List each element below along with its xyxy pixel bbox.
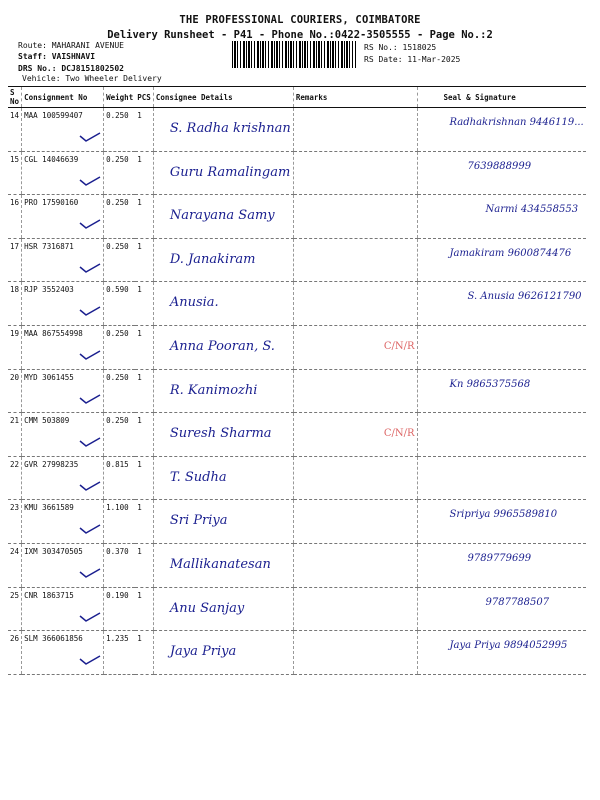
col-pcs: PCS <box>135 87 153 108</box>
row-consignee: T. Sudha <box>169 469 227 485</box>
table-row <box>8 195 586 239</box>
row-consignee: Mallikanatesan <box>169 556 271 572</box>
checkmark-icon <box>79 655 101 665</box>
row-signature-cell <box>417 500 586 544</box>
row-weight: 1.100 <box>104 500 136 544</box>
row-signature-cell <box>417 238 586 282</box>
checkmark-icon <box>79 219 101 229</box>
row-weight: 0.250 <box>104 413 136 457</box>
row-weight: 0.250 <box>104 325 136 369</box>
row-consignment: HSR 7316871 <box>24 241 74 251</box>
row-remarks-cell <box>293 631 417 675</box>
row-weight: 1.235 <box>104 631 136 675</box>
row-consignee: Anusia. <box>169 295 219 311</box>
row-consignee-cell <box>153 238 293 282</box>
row-pcs: 1 <box>135 369 153 413</box>
row-remarks-cell <box>293 413 417 457</box>
checkmark-icon <box>79 263 101 273</box>
row-consignee-cell <box>153 108 293 152</box>
row-signature: S. Anusia 9626121790 <box>467 291 582 303</box>
row-consignee: Guru Ramalingam <box>169 164 291 180</box>
row-consignee: Suresh Sharma <box>169 426 272 442</box>
row-remarks-cell <box>293 238 417 282</box>
row-consignment: PRO 17590160 <box>24 198 79 208</box>
checkmark-icon <box>79 176 101 186</box>
col-consignee: Consignee Details <box>153 87 293 108</box>
col-sno: S No <box>8 87 22 108</box>
checkmark-icon <box>79 350 101 360</box>
row-weight: 0.250 <box>104 369 136 413</box>
table-row <box>8 238 586 282</box>
row-signature-cell <box>417 108 586 152</box>
row-remark: C/N/R <box>383 340 415 352</box>
row-consignee: Narayana Samy <box>169 208 275 224</box>
row-consignment: MAA 100599407 <box>24 111 83 120</box>
row-consignment-cell <box>22 195 104 239</box>
route-info: Route: MAHARANI AVENUE <box>18 41 124 50</box>
row-consignee: S. Radha krishnan <box>169 121 291 136</box>
runsheet-table <box>8 86 586 675</box>
row-consignee-cell <box>153 500 293 544</box>
checkmark-icon <box>79 306 101 316</box>
row-consignee: D. Janakiram <box>169 251 256 267</box>
table-row <box>8 282 586 326</box>
row-consignee: Anu Sanjay <box>169 600 245 616</box>
row-consignment: CNR 1863715 <box>24 590 74 600</box>
col-remarks: Remarks <box>293 87 417 108</box>
checkmark-icon <box>79 524 101 534</box>
row-signature: 9789779699 <box>467 552 532 564</box>
table-row <box>8 543 586 587</box>
row-sno: 25 <box>8 587 22 631</box>
row-remark: C/N/R <box>383 428 415 440</box>
row-signature: Kn 9865375568 <box>449 378 531 390</box>
row-signature-cell <box>417 325 586 369</box>
row-consignment: MAA 867554998 <box>24 328 83 338</box>
row-consignee: Anna Pooran, S. <box>169 338 275 354</box>
table-header <box>8 87 586 108</box>
row-pcs: 1 <box>135 282 153 326</box>
row-remarks-cell <box>293 369 417 413</box>
row-consignee-cell <box>153 282 293 326</box>
row-sno: 14 <box>8 108 22 152</box>
row-remarks-cell <box>293 587 417 631</box>
row-signature-cell <box>417 587 586 631</box>
row-consignment-cell <box>22 500 104 544</box>
row-signature: 9787788507 <box>485 596 550 608</box>
row-remarks-cell <box>293 500 417 544</box>
checkmark-icon <box>79 481 101 491</box>
row-weight: 0.250 <box>104 108 136 152</box>
row-consignment-cell <box>22 456 104 500</box>
row-consignee-cell <box>153 543 293 587</box>
row-pcs: 1 <box>135 500 153 544</box>
checkmark-icon <box>79 612 101 622</box>
runsheet-title: Delivery Runsheet - P41 - Phone No.:0422-3505555 - Page No.:2 <box>107 29 493 41</box>
checkmark-icon <box>79 132 101 142</box>
row-consignment: SLM 366061856 <box>24 634 83 644</box>
row-weight: 0.250 <box>104 238 136 282</box>
row-consignee: Sri Priya <box>169 513 228 529</box>
company-title: THE PROFESSIONAL COURIERS, COIMBATORE <box>179 14 421 26</box>
table-row <box>8 500 586 544</box>
row-consignment: KMU 3661589 <box>24 503 74 513</box>
table-row <box>8 413 586 457</box>
row-signature: Narmi 434558553 <box>485 204 579 216</box>
row-signature: Radhakrishnan 9446119... <box>449 117 584 128</box>
rs-date: RS Date: 11-Mar-2025 <box>364 55 461 64</box>
row-signature-cell <box>417 413 586 457</box>
row-signature-cell <box>417 543 586 587</box>
row-consignee-cell <box>153 631 293 675</box>
row-remarks-cell <box>293 456 417 500</box>
table-row <box>8 456 586 500</box>
row-signature-cell <box>417 195 586 239</box>
row-consignee-cell <box>153 369 293 413</box>
vehicle-info: Vehicle: Two Wheeler Delivery <box>22 74 162 83</box>
rs-number: RS No.: 1518025 <box>364 43 437 52</box>
row-sno: 21 <box>8 413 22 457</box>
row-signature: Sripriya 9965589810 <box>449 509 558 521</box>
row-consignee-cell <box>153 413 293 457</box>
table-row <box>8 587 586 631</box>
row-consignment-cell <box>22 587 104 631</box>
row-weight: 0.815 <box>104 456 136 500</box>
row-sno: 19 <box>8 325 22 369</box>
row-remarks-cell <box>293 282 417 326</box>
row-consignment: MYD 3061455 <box>24 372 74 382</box>
row-pcs: 1 <box>135 631 153 675</box>
row-signature-cell <box>417 282 586 326</box>
row-pcs: 1 <box>135 238 153 282</box>
row-sno: 24 <box>8 543 22 587</box>
row-signature: Jaya Priya 9894052995 <box>449 640 568 652</box>
row-weight: 0.250 <box>104 195 136 239</box>
row-signature: Jamakiram 9600874476 <box>449 247 572 259</box>
row-consignment-cell <box>22 108 104 152</box>
row-sno: 17 <box>8 238 22 282</box>
row-consignment-cell <box>22 631 104 675</box>
row-pcs: 1 <box>135 151 153 195</box>
row-consignment-cell <box>22 413 104 457</box>
row-sno: 16 <box>8 195 22 239</box>
row-consignment: RJP 3552403 <box>24 285 74 295</box>
row-consignment-cell <box>22 282 104 326</box>
row-signature-cell <box>417 456 586 500</box>
drs-info: DRS No.: DCJ8151802502 <box>18 64 124 73</box>
table-row <box>8 108 586 152</box>
row-consignee-cell <box>153 325 293 369</box>
row-remarks-cell <box>293 151 417 195</box>
staff-info: Staff: VAISHNAVI <box>18 52 96 61</box>
row-sno: 15 <box>8 151 22 195</box>
row-weight: 0.190 <box>104 587 136 631</box>
checkmark-icon <box>79 568 101 578</box>
row-pcs: 1 <box>135 108 153 152</box>
barcode <box>232 41 356 68</box>
row-sno: 22 <box>8 456 22 500</box>
col-consignment: Consignment No <box>22 87 104 108</box>
row-consignee: Jaya Priya <box>169 644 237 660</box>
table-row <box>8 631 586 675</box>
row-remarks-cell <box>293 325 417 369</box>
row-weight: 0.370 <box>104 543 136 587</box>
row-consignee: R. Kanimozhi <box>169 382 258 398</box>
row-consignment-cell <box>22 543 104 587</box>
row-weight: 0.250 <box>104 151 136 195</box>
row-consignment: CMM 503809 <box>24 416 70 426</box>
row-sno: 26 <box>8 631 22 675</box>
row-consignment: CGL 14046639 <box>24 154 79 164</box>
col-weight: Weight <box>104 87 136 108</box>
row-pcs: 1 <box>135 325 153 369</box>
row-pcs: 1 <box>135 413 153 457</box>
row-remarks-cell <box>293 108 417 152</box>
row-weight: 0.590 <box>104 282 136 326</box>
table-row <box>8 325 586 369</box>
table-row <box>8 369 586 413</box>
row-signature-cell <box>417 631 586 675</box>
row-remarks-cell <box>293 195 417 239</box>
row-pcs: 1 <box>135 587 153 631</box>
row-consignment-cell <box>22 369 104 413</box>
row-consignment-cell <box>22 325 104 369</box>
row-consignee-cell <box>153 587 293 631</box>
row-consignment: IXM 303470505 <box>24 546 83 556</box>
col-signature: Seal & Signature <box>417 87 586 108</box>
row-consignee-cell <box>153 456 293 500</box>
row-consignment: GVR 27998235 <box>24 459 79 469</box>
row-pcs: 1 <box>135 543 153 587</box>
row-consignee-cell <box>153 195 293 239</box>
row-consignment-cell <box>22 151 104 195</box>
row-signature: 7639888999 <box>467 160 532 172</box>
row-sno: 20 <box>8 369 22 413</box>
row-sno: 18 <box>8 282 22 326</box>
row-consignee-cell <box>153 151 293 195</box>
row-pcs: 1 <box>135 456 153 500</box>
checkmark-icon <box>79 394 101 404</box>
row-sno: 23 <box>8 500 22 544</box>
row-signature-cell <box>417 369 586 413</box>
row-signature-cell <box>417 151 586 195</box>
row-remarks-cell <box>293 543 417 587</box>
table-row <box>8 151 586 195</box>
row-pcs: 1 <box>135 195 153 239</box>
row-consignment-cell <box>22 238 104 282</box>
checkmark-icon <box>79 437 101 447</box>
